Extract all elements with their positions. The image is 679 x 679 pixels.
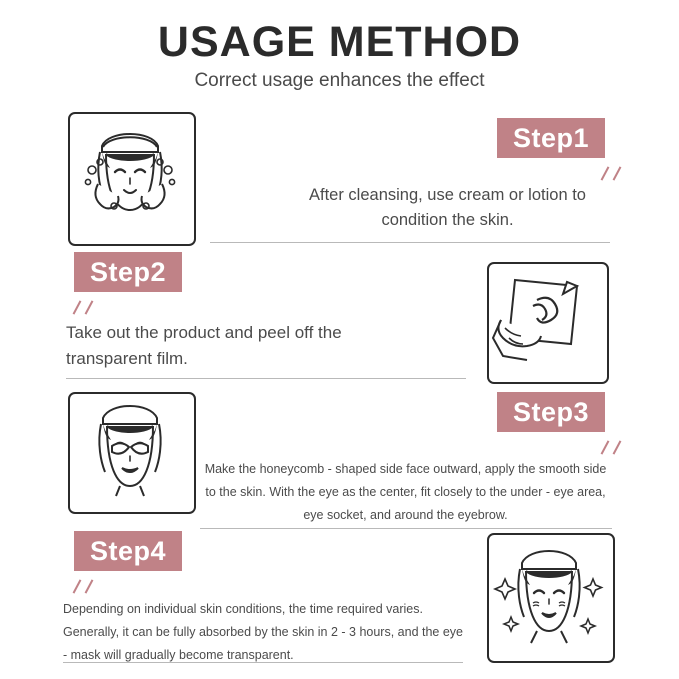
step3-slash-marks — [600, 440, 634, 454]
step1-slash-marks — [600, 166, 634, 180]
step3-text: Make the honeycomb - shaped side face outward, apply the smooth side to the skin. With the eye as the center, fit closely to the under - eye area, eye socket, and around the eyebrow. — [204, 462, 607, 523]
page-title: USAGE METHOD — [157, 18, 522, 66]
step4-text: Depending on individual skin conditions, the time required varies. Generally, it can be fully absorbed by the skin in 2 - 3 hours, and the eye - mask will gradually become transparent. — [63, 602, 463, 663]
step1-divider — [210, 242, 610, 243]
page-subtitle: Correct usage enhances the effect — [194, 70, 485, 91]
step1-text: After cleansing, use cream or lotion to condition the skin. — [309, 186, 586, 229]
hand-holding-mask-packet-icon — [489, 264, 603, 378]
face-washing-icon — [70, 114, 190, 240]
step4-label: Step4 — [74, 531, 182, 571]
glowing-face-icon — [489, 535, 609, 657]
face-with-eye-patches-icon — [70, 394, 190, 508]
step1-illustration — [68, 112, 196, 246]
step2-label: Step2 — [74, 252, 182, 292]
step2-text: Take out the product and peel off the transparent film. — [66, 323, 342, 368]
step3-illustration — [68, 392, 196, 514]
step1-label: Step1 — [497, 118, 605, 158]
step3-divider — [200, 528, 612, 529]
step2-divider — [66, 378, 466, 379]
step2-illustration — [487, 262, 609, 384]
step4-divider — [63, 662, 463, 663]
step4-illustration — [487, 533, 615, 663]
step2-slash-marks — [72, 300, 106, 314]
step3-label: Step3 — [497, 392, 605, 432]
step4-slash-marks — [72, 579, 106, 593]
